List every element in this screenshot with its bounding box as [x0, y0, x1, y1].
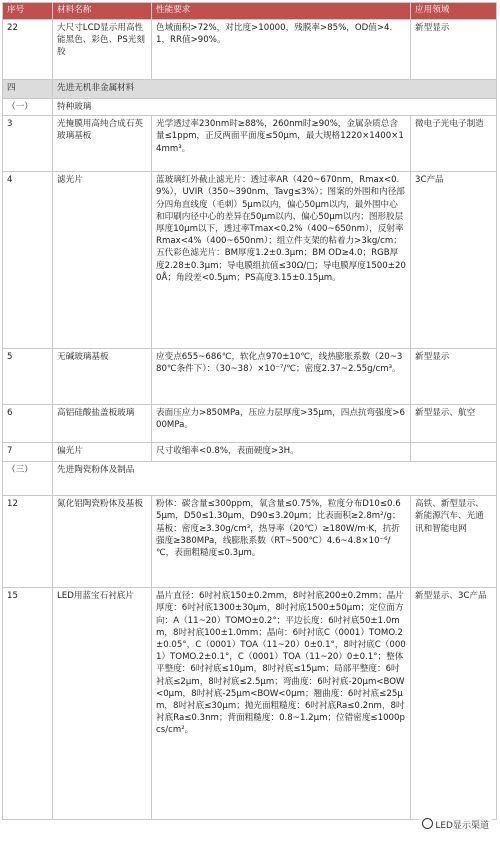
subsection-title: 先进陶瓷粉体及制品: [53, 462, 497, 496]
cell-requirements: 晶片直径：6吋衬底150±0.2mm，8吋衬底200±0.2mm；晶片厚度：6吋衬底1300±30μm，8吋衬底1500±50μm；定位面方向：A（11~20）TOMO±0.2°；平边长度：6吋衬底50±1.0mm，8吋衬底100±1.0mm；晶向：6吋衬底C（0001）TOMO.2±0.05°，C（0001）TOA（11~20）0±0.1°，8吋衬底C（0001）TOMO.2±0.1°，C（0001）TOA（11~20）0±0.1°；整体平整度：6吋衬底≤10μm，8吋衬底≤15μm；局部平整度：6吋衬底≤2μm，8吋衬底≤2.5μm；弯曲度：6吋衬底-20μm<BOW<0μm，8吋衬底-25μm<BOW<0μm；翘曲度：6吋衬底≤25μm，8吋衬底≤30μm；抛光面粗糙度：6吋衬底Ra≤0.2nm，8吋衬底Ra≤0.3nm；背面粗糙度：0.8~1.2μm；位错密度≤1000pcs/cm²。: [152, 588, 411, 820]
cell-requirements: 粉体：碳含量≤300ppm，氧含量≤0.75%，粒度分布D10≤0.65μm，D50≤1.30μm，D90≤3.20μm；比表面积≥2.8m²/g；基板：密度≥3.30g/cm³，热导率（20℃）≥180W/m·K，抗折强度≥380MPa，线膨胀系数（RT~500℃）4.6~4.8×10⁻⁶/℃，表面粗糙度≤0.3μm。: [152, 496, 411, 588]
cell-application: 新型显示、3C产品: [411, 588, 497, 820]
table-row: [3, 116, 497, 172]
table-row: [3, 20, 497, 80]
cell-no: 4: [3, 172, 53, 349]
cell-name: 滤光片: [53, 172, 152, 349]
cell-no: 3: [3, 116, 53, 172]
cell-name: 高铝硅酸盐盖板玻璃: [53, 405, 152, 443]
cell-no: 5: [3, 349, 53, 405]
subsection-title: 特种玻璃: [53, 99, 497, 116]
cell-application: 新型显示: [411, 20, 497, 80]
table-row: [3, 349, 497, 405]
subsection-no: （三）: [3, 462, 53, 496]
subsection-no: （一）: [3, 99, 53, 116]
cell-requirements: 光学透过率230nm时≥88%，260nm时≥90%，金属杂质总含量≤1ppm，正反两面平面度≤50μm，最大规格1220×1400×14mm³。: [152, 116, 411, 172]
cell-requirements: 蓝玻璃红外截止滤光片：透过率AR（420~670nm，Rmax<0.9%），UVIR（350~390nm，Tavg≤3%）；图案的外围和内径部分四角直线度（毛刺）5μm以内，偏心50μm以内，最外围中心和印刷内径中心的差异在50μm以内、偏心50μm以内；图形胶层厚度10μm以下，透过率Tmax<0.2%（400~650nm），反射率Rmax<4%（400~650nm）；组立件支架的粘着力>3kg/cm；五代彩色滤光片：BM厚度1.2±0.3μm；BM OD≥4.0；RGB厚度2.28±0.3μm；导电膜组抗值≤30Ω/□；导电膜厚度1500±200Å；角段差<0.5μm；PS高度3.15±0.15μm。: [152, 172, 411, 349]
cell-requirements: 应变点655~686℃，软化点970±10℃，线热膨胀系数（20~380℃条件下）：（30~38）×10⁻⁷/℃；密度2.37~2.55g/cm³。: [152, 349, 411, 405]
cell-name: 偏光片: [53, 443, 152, 462]
watermark: [419, 817, 492, 832]
cell-requirements: 表面压应力>850MPa，压应力层厚度>35μm，四点抗弯强度>600MPa。: [152, 405, 411, 443]
watermark-logo-icon: [422, 818, 433, 829]
table-row: [3, 496, 497, 588]
cell-application: 高铁、新型显示、新能源汽车、光通讯和智能电网: [411, 496, 497, 588]
cell-application: 新型显示: [411, 349, 497, 405]
cell-name: 大尺寸LCD显示用高性能黑色、彩色、PS光刻胶: [53, 20, 152, 80]
cell-no: 15: [3, 588, 53, 820]
subsection-row: [3, 462, 497, 496]
cell-application: [411, 443, 497, 462]
col-header-no: 序号: [3, 3, 53, 20]
header-row: [3, 3, 497, 20]
cell-name: 无碱玻璃基板: [53, 349, 152, 405]
cell-no: 6: [3, 405, 53, 443]
watermark-text: LED显示渠道: [435, 821, 489, 831]
cell-no: 22: [3, 20, 53, 80]
subsection-row: [3, 99, 497, 116]
section-title: 先进无机非金属材料: [53, 80, 497, 99]
cell-name: 氮化铝陶瓷粉体及基板: [53, 496, 152, 588]
cell-requirements: 色域面积>72%，对比度>10000，残膜率>85%，OD值>4.1，RR值>90%。: [152, 20, 411, 80]
materials-table: [2, 2, 497, 820]
section-no: 四: [3, 80, 53, 99]
col-header-application: 应用领域: [411, 3, 497, 20]
cell-application: 新型显示、航空: [411, 405, 497, 443]
cell-name: LED用蓝宝石衬底片: [53, 588, 152, 820]
table-row: [3, 172, 497, 349]
cell-no: 7: [3, 443, 53, 462]
col-header-name: 材料名称: [53, 3, 152, 20]
cell-application: 3C产品: [411, 172, 497, 349]
cell-requirements: 尺寸收缩率<0.8%，表面硬度>3H。: [152, 443, 411, 462]
cell-name: 光掩膜用高纯合成石英玻璃基板: [53, 116, 152, 172]
section-row: [3, 80, 497, 99]
cell-no: 12: [3, 496, 53, 588]
table-row: [3, 405, 497, 443]
table-row: [3, 588, 497, 820]
cell-application: 微电子光电子制造: [411, 116, 497, 172]
col-header-requirements: 性能要求: [152, 3, 411, 20]
table-row: [3, 443, 497, 462]
